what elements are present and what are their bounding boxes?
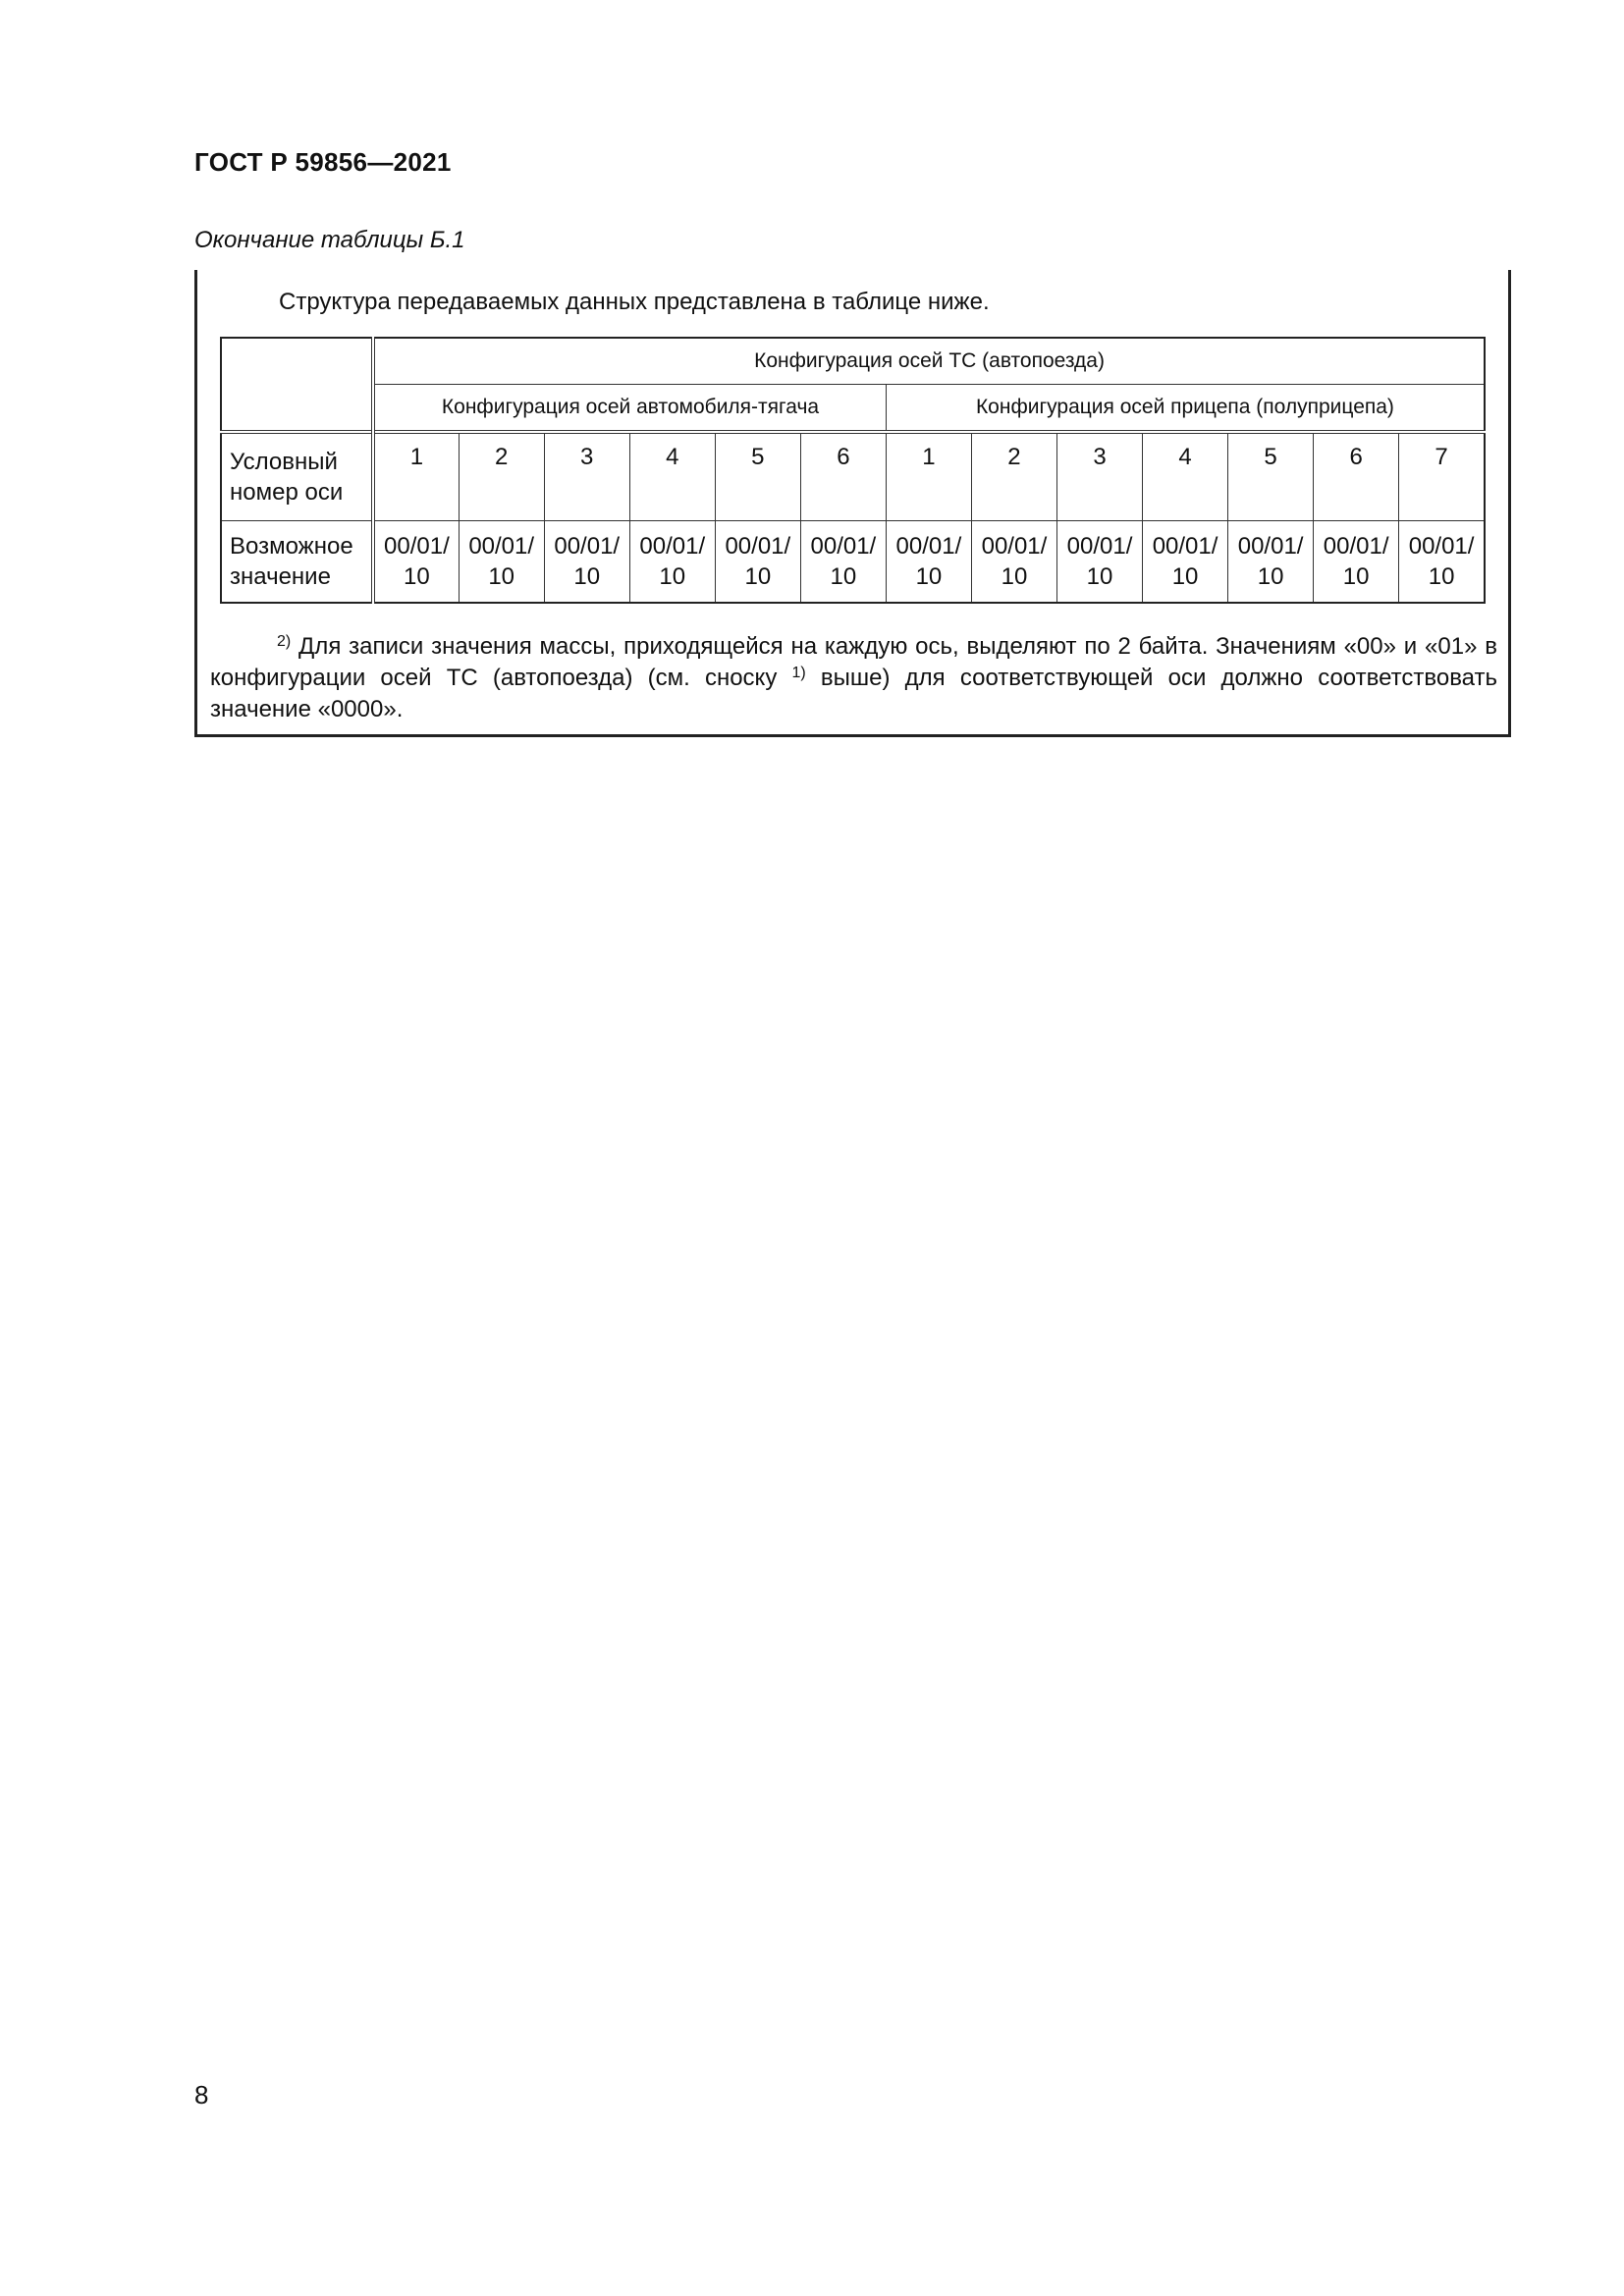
tractor-axle-cell: 6 [800,432,886,521]
value-cell: 00/01/ 10 [373,521,459,604]
value-cell: 00/01/ 10 [629,521,715,604]
footnote-text-part1: Для записи значения массы, приходящейся на каждую ось, выделяют по 2 байта. Значениям «00» и «01» в конфигурации осей ТС (автопоезда) (см. сноску [210,633,1497,691]
tractor-axle-cell: 5 [715,432,800,521]
value-cell: 00/01/ 10 [886,521,971,604]
page-number: 8 [194,2080,209,2109]
trailer-axle-cell: 2 [971,432,1056,521]
value-cell: 00/01/ 10 [1399,521,1485,604]
value-cell: 00/01/ 10 [800,521,886,604]
value-cell: 00/01/ 10 [715,521,800,604]
possible-value-row [221,521,1485,604]
footnote-2 [210,631,1497,725]
trailer-axle-cell: 6 [1314,432,1399,521]
footnote-marker: 2) [277,633,292,650]
trailer-axle-cell: 7 [1399,432,1485,521]
axle-configuration-table [220,337,1486,604]
value-cell: 00/01/ 10 [544,521,629,604]
axle-number-row [221,432,1485,521]
footnote-reference: 1) [791,665,806,681]
footnote-text-part2: выше) для соответствующей оси должно соответствовать значение «0000». [210,665,1497,722]
tractor-axle-cell: 1 [373,432,459,521]
value-cell: 00/01/ 10 [1228,521,1314,604]
table-caption: Окончание таблицы Б.1 [194,227,465,253]
tractor-axle-cell: 4 [629,432,715,521]
value-cell: 00/01/ 10 [1143,521,1228,604]
tractor-axle-cell: 3 [544,432,629,521]
row-label-axle-number: Условный номер оси [221,432,373,521]
trailer-axle-cell: 5 [1228,432,1314,521]
trailer-axle-cell: 1 [886,432,971,521]
intro-text: Структура передаваемых данных представлена в таблице ниже. [279,289,990,315]
header-row-group [221,338,1485,385]
value-cell: 00/01/ 10 [1056,521,1142,604]
value-cell: 00/01/ 10 [459,521,544,604]
empty-corner-cell [221,338,373,432]
value-cell: 00/01/ 10 [971,521,1056,604]
group-header-cell: Конфигурация осей ТС (автопоезда) [373,338,1485,385]
document-header: ГОСТ Р 59856—2021 [194,147,452,177]
header-row-sub [221,385,1485,433]
trailer-axle-cell: 4 [1143,432,1228,521]
trailer-header-cell: Конфигурация осей прицепа (полуприцепа) [886,385,1485,433]
value-cell: 00/01/ 10 [1314,521,1399,604]
row-label-possible-value: Возможное значение [221,521,373,604]
trailer-axle-cell: 3 [1056,432,1142,521]
tractor-axle-cell: 2 [459,432,544,521]
tractor-header-cell: Конфигурация осей автомобиля-тягача [373,385,886,433]
